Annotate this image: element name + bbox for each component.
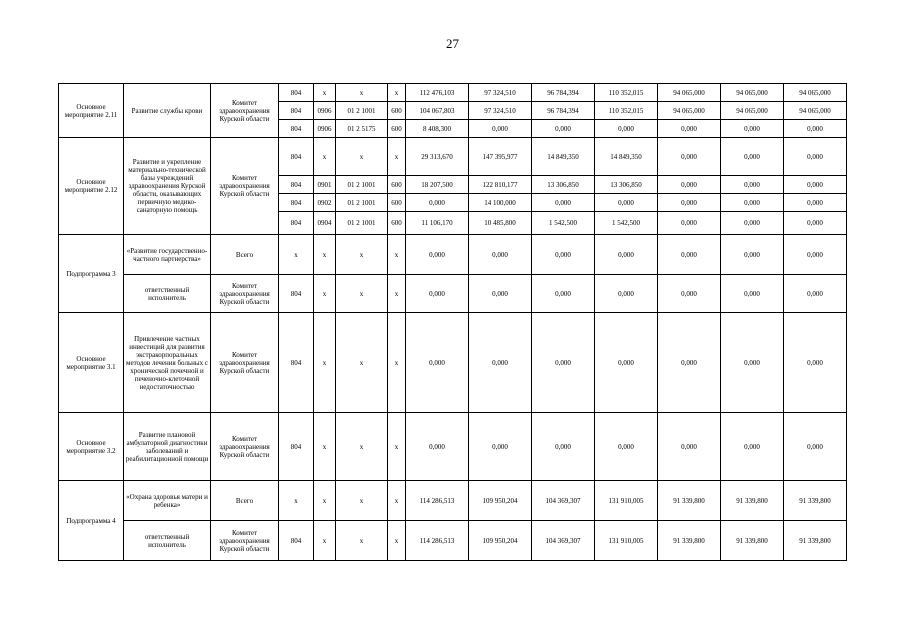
row-executor-cell: Комитет здравоохранения Курской области (211, 275, 279, 313)
vr-cell: 600 (388, 176, 406, 194)
value-cell: 0,000 (406, 413, 469, 481)
rz-cell: 0906 (314, 120, 336, 138)
value-cell: 1 542,500 (595, 212, 658, 235)
csr-cell: 01 2 5175 (336, 120, 388, 138)
value-cell: 0,000 (721, 120, 784, 138)
row-type-cell: Подпрограмма 4 (59, 481, 124, 561)
row-name-cell: Развитие плановой амбулаторной диагностики заболеваний и реабилитационной помощи (124, 413, 211, 481)
row-executor-cell: Комитет здравоохранения Курской области (211, 84, 279, 138)
value-cell: 91 339,800 (658, 481, 721, 521)
value-cell: 94 065,000 (721, 102, 784, 120)
value-cell: 18 207,500 (406, 176, 469, 194)
csr-cell: x (336, 313, 388, 413)
value-cell: 110 352,015 (595, 84, 658, 102)
value-cell: 109 950,204 (469, 521, 532, 561)
value-cell: 0,000 (658, 313, 721, 413)
value-cell: 1 542,500 (532, 212, 595, 235)
grbs-cell: 804 (279, 313, 314, 413)
vr-cell: 600 (388, 120, 406, 138)
csr-cell: x (336, 138, 388, 176)
value-cell: 94 065,000 (658, 84, 721, 102)
value-cell: 104 067,803 (406, 102, 469, 120)
vr-cell: 600 (388, 212, 406, 235)
grbs-cell: 804 (279, 102, 314, 120)
vr-cell: x (388, 413, 406, 481)
csr-cell: 01 2 1001 (336, 194, 388, 212)
table-row (59, 275, 847, 313)
row-name-cell: Развитие и укрепление материально-технической базы учреждений здравоохранения Курской области, оказывающих первичную медико-санаторную помощь (124, 138, 211, 235)
vr-cell: 600 (388, 194, 406, 212)
value-cell: 0,000 (406, 235, 469, 275)
value-cell: 0,000 (658, 413, 721, 481)
table-row (59, 481, 847, 521)
row-type-cell: Основное мероприятие 3.2 (59, 413, 124, 481)
rz-cell: x (314, 413, 336, 481)
row-executor-cell: Комитет здравоохранения Курской области (211, 521, 279, 561)
csr-cell: x (336, 235, 388, 275)
value-cell: 0,000 (469, 413, 532, 481)
value-cell: 0,000 (532, 313, 595, 413)
value-cell: 0,000 (721, 194, 784, 212)
value-cell: 97 324,510 (469, 102, 532, 120)
grbs-cell: 804 (279, 84, 314, 102)
rz-cell: x (314, 138, 336, 176)
rz-cell: x (314, 521, 336, 561)
value-cell: 14 849,350 (595, 138, 658, 176)
grbs-cell: 804 (279, 176, 314, 194)
grbs-cell: 804 (279, 275, 314, 313)
value-cell: 122 810,177 (469, 176, 532, 194)
value-cell: 94 065,000 (784, 102, 847, 120)
value-cell: 104 369,307 (532, 481, 595, 521)
value-cell: 0,000 (658, 120, 721, 138)
value-cell: 0,000 (658, 176, 721, 194)
value-cell: 0,000 (595, 120, 658, 138)
value-cell: 0,000 (721, 313, 784, 413)
value-cell: 91 339,800 (721, 521, 784, 561)
value-cell: 8 408,300 (406, 120, 469, 138)
value-cell: 13 306,850 (595, 176, 658, 194)
value-cell: 131 910,005 (595, 521, 658, 561)
table-row (59, 84, 847, 102)
value-cell: 96 784,394 (532, 102, 595, 120)
value-cell: 147 395,977 (469, 138, 532, 176)
value-cell: 91 339,800 (721, 481, 784, 521)
vr-cell: x (388, 138, 406, 176)
value-cell: 114 286,513 (406, 521, 469, 561)
grbs-cell: 804 (279, 194, 314, 212)
value-cell: 114 286,513 (406, 481, 469, 521)
value-cell: 11 106,170 (406, 212, 469, 235)
vr-cell: x (388, 84, 406, 102)
rz-cell: 0906 (314, 102, 336, 120)
table-row (59, 235, 847, 275)
value-cell: 0,000 (595, 313, 658, 413)
row-type-cell: Подпрограмма 3 (59, 235, 124, 313)
rz-cell: x (314, 235, 336, 275)
value-cell: 96 784,394 (532, 84, 595, 102)
value-cell: 0,000 (784, 413, 847, 481)
grbs-cell: 804 (279, 138, 314, 176)
value-cell: 13 306,850 (532, 176, 595, 194)
rz-cell: 0904 (314, 212, 336, 235)
value-cell: 94 065,000 (658, 102, 721, 120)
value-cell: 0,000 (595, 194, 658, 212)
vr-cell: x (388, 275, 406, 313)
grbs-cell: 804 (279, 413, 314, 481)
value-cell: 110 352,015 (595, 102, 658, 120)
value-cell: 94 065,000 (784, 84, 847, 102)
rz-cell: x (314, 481, 336, 521)
grbs-cell: 804 (279, 212, 314, 235)
table-row (59, 413, 847, 481)
vr-cell: x (388, 235, 406, 275)
value-cell: 0,000 (469, 235, 532, 275)
table-row (59, 138, 847, 176)
value-cell: 0,000 (406, 313, 469, 413)
grbs-cell: 804 (279, 120, 314, 138)
row-name-cell: «Развитие государственно-частного партнерства» (124, 235, 211, 275)
value-cell: 29 313,670 (406, 138, 469, 176)
value-cell: 0,000 (784, 212, 847, 235)
row-type-cell: Основное мероприятие 3.1 (59, 313, 124, 413)
value-cell: 0,000 (658, 275, 721, 313)
value-cell: 97 324,510 (469, 84, 532, 102)
page-number: 27 (446, 36, 459, 51)
table-row (59, 313, 847, 413)
value-cell: 0,000 (658, 212, 721, 235)
value-cell: 0,000 (406, 275, 469, 313)
value-cell: 0,000 (721, 235, 784, 275)
rz-cell: 0901 (314, 176, 336, 194)
value-cell: 0,000 (469, 313, 532, 413)
value-cell: 14 849,350 (532, 138, 595, 176)
rz-cell: x (314, 313, 336, 413)
row-executor-cell: Комитет здравоохранения Курской области (211, 138, 279, 235)
value-cell: 0,000 (469, 275, 532, 313)
value-cell: 10 485,800 (469, 212, 532, 235)
value-cell: 0,000 (595, 235, 658, 275)
grbs-cell: 804 (279, 521, 314, 561)
rz-cell: 0902 (314, 194, 336, 212)
value-cell: 0,000 (406, 194, 469, 212)
value-cell: 0,000 (469, 120, 532, 138)
value-cell: 0,000 (721, 212, 784, 235)
budget-table (58, 83, 847, 561)
csr-cell: 01 2 1001 (336, 102, 388, 120)
value-cell: 0,000 (658, 194, 721, 212)
value-cell: 104 369,307 (532, 521, 595, 561)
value-cell: 91 339,800 (784, 521, 847, 561)
value-cell: 109 950,204 (469, 481, 532, 521)
value-cell: 131 910,005 (595, 481, 658, 521)
row-executor-cell: Всего (211, 235, 279, 275)
row-name-cell: «Охрана здоровья матери и ребенка» (124, 481, 211, 521)
value-cell: 0,000 (721, 176, 784, 194)
csr-cell: x (336, 521, 388, 561)
row-executor-cell: Всего (211, 481, 279, 521)
csr-cell: x (336, 481, 388, 521)
value-cell: 0,000 (532, 235, 595, 275)
rz-cell: x (314, 84, 336, 102)
row-executor-cell: Комитет здравоохранения Курской области (211, 313, 279, 413)
vr-cell: x (388, 481, 406, 521)
row-name-cell: Развитие службы крови (124, 84, 211, 138)
rz-cell: x (314, 275, 336, 313)
value-cell: 0,000 (784, 313, 847, 413)
value-cell: 14 100,000 (469, 194, 532, 212)
value-cell: 0,000 (721, 413, 784, 481)
value-cell: 0,000 (595, 275, 658, 313)
row-name-cell: ответственный исполнитель (124, 521, 211, 561)
value-cell: 94 065,000 (721, 84, 784, 102)
row-type-cell: Основное мероприятие 2.12 (59, 138, 124, 235)
table-row (59, 521, 847, 561)
value-cell: 0,000 (721, 138, 784, 176)
value-cell: 0,000 (532, 275, 595, 313)
csr-cell: 01 2 1001 (336, 212, 388, 235)
value-cell: 0,000 (532, 413, 595, 481)
grbs-cell: x (279, 481, 314, 521)
row-name-cell: ответственный исполнитель (124, 275, 211, 313)
value-cell: 0,000 (532, 194, 595, 212)
value-cell: 0,000 (784, 120, 847, 138)
csr-cell: x (336, 84, 388, 102)
csr-cell: x (336, 275, 388, 313)
value-cell: 0,000 (721, 275, 784, 313)
csr-cell: 01 2 1001 (336, 176, 388, 194)
row-executor-cell: Комитет здравоохранения Курской области (211, 413, 279, 481)
vr-cell: x (388, 313, 406, 413)
value-cell: 112 476,103 (406, 84, 469, 102)
value-cell: 0,000 (784, 235, 847, 275)
value-cell: 91 339,800 (784, 481, 847, 521)
value-cell: 0,000 (595, 413, 658, 481)
value-cell: 0,000 (784, 275, 847, 313)
row-type-cell: Основное мероприятие 2.11 (59, 84, 124, 138)
grbs-cell: x (279, 235, 314, 275)
value-cell: 91 339,800 (658, 521, 721, 561)
value-cell: 0,000 (784, 176, 847, 194)
row-name-cell: Привлечение частных инвестиций для развития экстракорпоральных методов лечения больных с хронической почечной и печеночно-клеточной недостаточностью (124, 313, 211, 413)
value-cell: 0,000 (784, 138, 847, 176)
value-cell: 0,000 (658, 138, 721, 176)
vr-cell: x (388, 521, 406, 561)
value-cell: 0,000 (784, 194, 847, 212)
value-cell: 0,000 (532, 120, 595, 138)
vr-cell: 600 (388, 102, 406, 120)
csr-cell: x (336, 413, 388, 481)
value-cell: 0,000 (658, 235, 721, 275)
